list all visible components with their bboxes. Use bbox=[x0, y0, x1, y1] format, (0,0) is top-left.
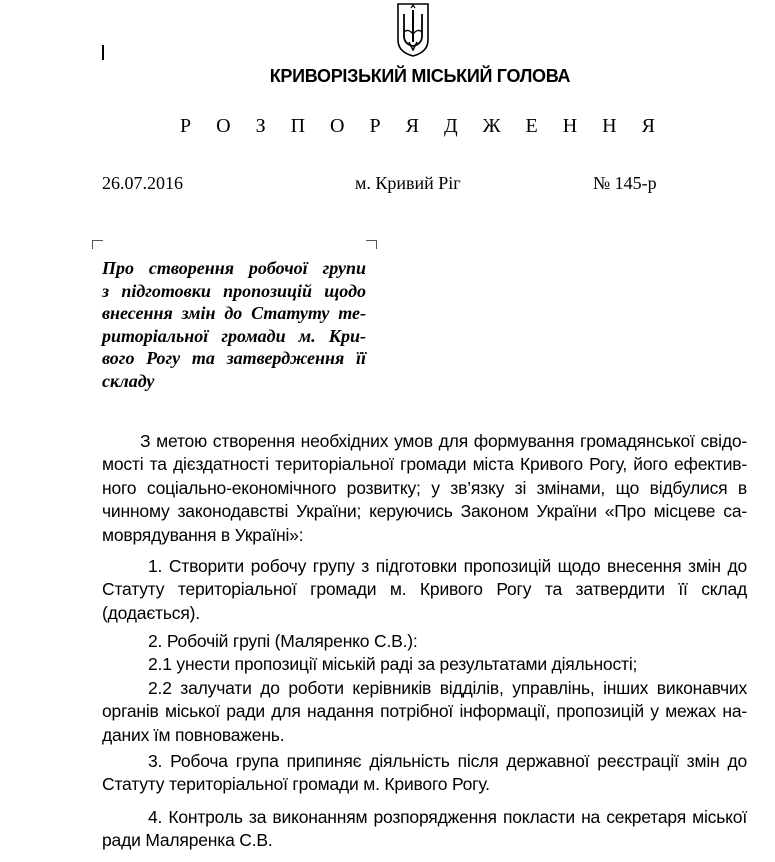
item-4-paragraph bbox=[102, 806, 747, 853]
preamble-line: моврядування в Україні»: bbox=[102, 524, 304, 545]
item-3-paragraph bbox=[102, 750, 747, 797]
subject-line: складу bbox=[102, 370, 155, 391]
item-4-line: 4. Контроль за виконанням розпорядження покласти на секретаря міської bbox=[148, 807, 747, 827]
subject-line: Про створення робочої групи bbox=[102, 258, 366, 278]
subject-line: риторіальної громади м. Кри- bbox=[102, 325, 366, 346]
item-4-line: ради Маляренка С.В. bbox=[102, 830, 273, 851]
preamble-line: ного соціально-економічного розвитку; у зв’язку зі змінами, що відбулися в bbox=[102, 477, 747, 498]
subject-bracket-right bbox=[366, 240, 377, 249]
item-2-line: даних їм повноважень. bbox=[102, 724, 285, 745]
item-2-line: 2. Робочій групі (Маляренко С.В.): bbox=[148, 631, 418, 651]
subject-bracket-left bbox=[92, 240, 103, 249]
mayor-title: КРИВОРІЗЬКИЙ МІСЬКИЙ ГОЛОВА bbox=[269, 66, 571, 86]
item-2-line: органів міської ради для надання потрібної інформації, пропозицій у межах на- bbox=[102, 701, 747, 722]
item-1-line: Статуту територіальної громади м. Кривого Рогу та затвердити її склад bbox=[102, 579, 747, 600]
item-1-paragraph bbox=[102, 555, 747, 625]
item-1-line: 1. Створити робочу групу з підготовки пропозицій щодо внесення змін до bbox=[148, 556, 747, 576]
text-cursor bbox=[102, 45, 104, 60]
preamble-line: З метою створення необхідних умов для формування громадянської свідо- bbox=[140, 431, 747, 451]
item-2-line: 2.2 залучати до роботи керівників відділів, управлінь, інших виконавчих bbox=[148, 677, 747, 698]
document-city: м. Кривий Ріг bbox=[355, 173, 461, 193]
document-type-title: Р О З П О Р Я Д Ж Е Н Н Я bbox=[180, 115, 665, 137]
preamble-paragraph bbox=[102, 430, 747, 547]
subject-line: внесення змін до Статуту те- bbox=[102, 303, 366, 323]
subject-line: вого Рогу та затвердження її bbox=[102, 348, 366, 368]
item-1-line: (додається). bbox=[102, 602, 200, 623]
preamble-line: мості та дієздатності територіальної громади міста Кривого Рогу, його ефектив- bbox=[102, 454, 747, 475]
trident-emblem-icon bbox=[395, 2, 431, 58]
item-3-line: 3. Робоча група припиняє діяльність після державної реєстрації змін до bbox=[148, 751, 747, 771]
subject-line: з підготовки пропозицій щодо bbox=[102, 280, 366, 301]
subject-block bbox=[102, 257, 366, 392]
document-date: 26.07.2016 bbox=[102, 173, 183, 193]
preamble-line: чинному законодавстві України; керуючись Законом України «Про місцеве са- bbox=[102, 501, 747, 522]
item-3-line: Статуту територіальної громади м. Кривого Рогу. bbox=[102, 774, 490, 795]
item-2-paragraph bbox=[102, 630, 747, 747]
item-2-line: 2.1 унести пропозиції міській раді за результатами діяльності; bbox=[148, 654, 638, 675]
document-number: № 145-р bbox=[593, 173, 657, 193]
